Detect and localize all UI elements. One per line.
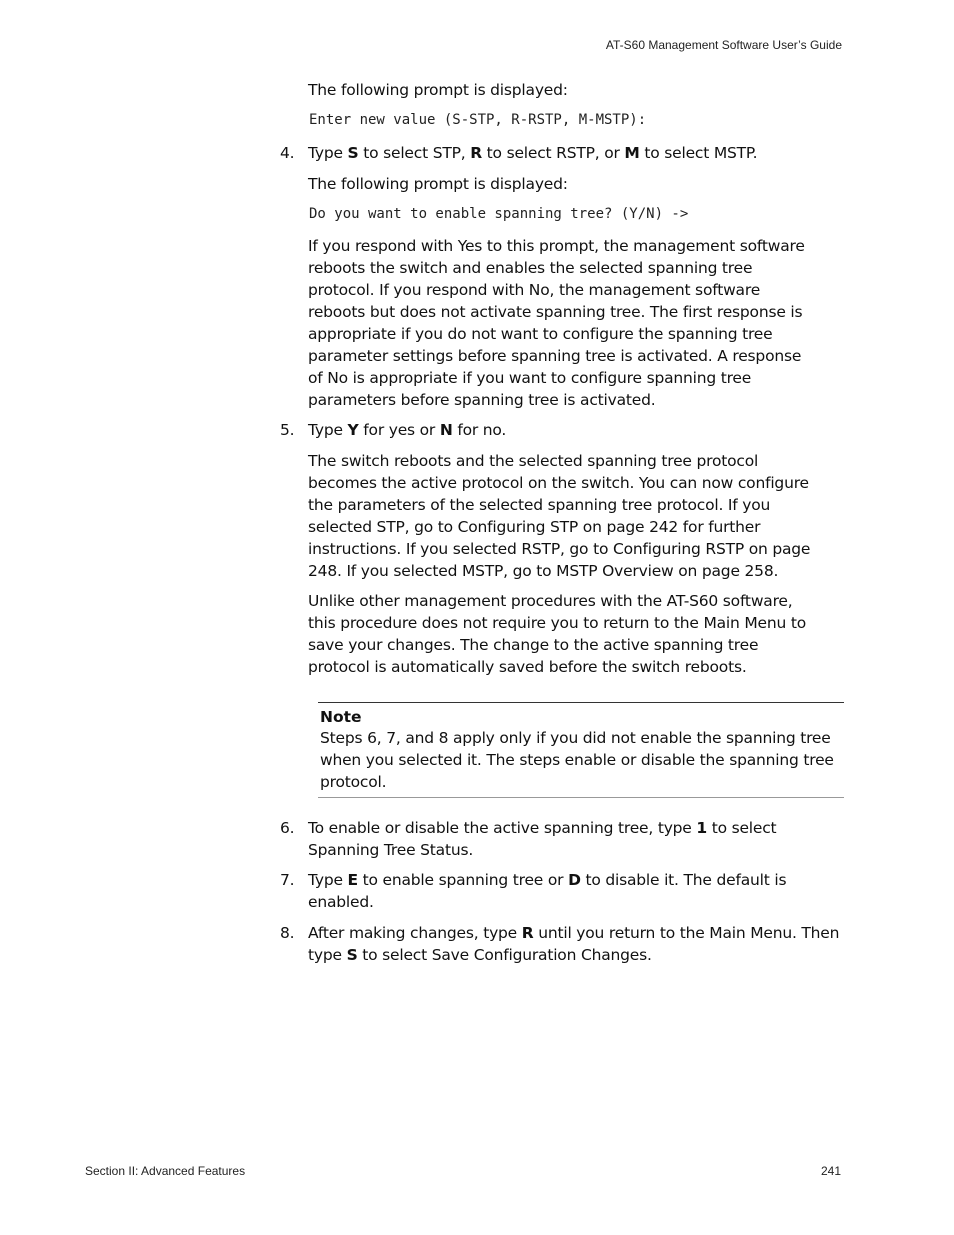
step-number: 6. bbox=[280, 819, 295, 837]
note-box bbox=[318, 702, 844, 798]
footer-section: Section II: Advanced Features bbox=[85, 1164, 246, 1178]
paragraph-unlike: Unlike other management procedures with the AT-S60 software, this procedure does not require you to return to the Main Menu to save your changes. The change to the active spanning tree protocol is automatically saved before the switch reboots. bbox=[308, 592, 807, 676]
step-number: 5. bbox=[280, 421, 295, 439]
step-text: Type E to enable spanning tree or D to disable it. The default is enabled. bbox=[308, 871, 787, 911]
prompt-intro-1: The following prompt is displayed: bbox=[308, 81, 568, 99]
prompt-intro-2: The following prompt is displayed: bbox=[308, 175, 568, 193]
step-text: After making changes, type R until you return to the Main Menu. Then type S to select Save Configuration Changes. bbox=[308, 924, 840, 964]
step-text: Type Y for yes or N for no. bbox=[308, 421, 507, 439]
step-number: 7. bbox=[280, 871, 295, 889]
prompt-code-2: Do you want to enable spanning tree? (Y/N) -> bbox=[309, 206, 689, 222]
note-body: Steps 6, 7, and 8 apply only if you did not enable the spanning tree when you selected it. The steps enable or disable the spanning tree protocol. bbox=[320, 729, 834, 791]
paragraph-yes-no: If you respond with Yes to this prompt, the management software reboots the switch and enables the selected spanning tree protocol. If you respond with No, the management software reboots but does not activate spanning tree. The first response is appropriate if you do not want to configure the spanning tree parameter settings before spanning tree is activated. A response of No is appropriate if you want to configure spanning tree parameters before spanning tree is activated. bbox=[308, 237, 805, 409]
step-text: Type S to select STP, R to select RSTP, or M to select MSTP. bbox=[308, 144, 758, 162]
step-text: To enable or disable the active spanning tree, type 1 to select Spanning Tree Status. bbox=[308, 819, 777, 859]
prompt-code-1: Enter new value (S-STP, R-RSTP, M-MSTP): bbox=[309, 112, 647, 128]
running-header: AT-S60 Management Software User’s Guide bbox=[605, 38, 842, 52]
step-number: 8. bbox=[280, 924, 295, 942]
footer-page-number: 241 bbox=[820, 1164, 841, 1178]
step-number: 4. bbox=[280, 144, 295, 162]
note-title: Note bbox=[320, 708, 362, 726]
paragraph-reboot: The switch reboots and the selected spanning tree protocol becomes the active protocol on the switch. You can now configure the parameters of the selected spanning tree protocol. If you selected STP, go to Configuring STP on page 242 for further instructions. If you selected RSTP, go to Configuring RSTP on page 248. If you selected MSTP, go to MSTP Overview on page 258. bbox=[308, 452, 811, 580]
